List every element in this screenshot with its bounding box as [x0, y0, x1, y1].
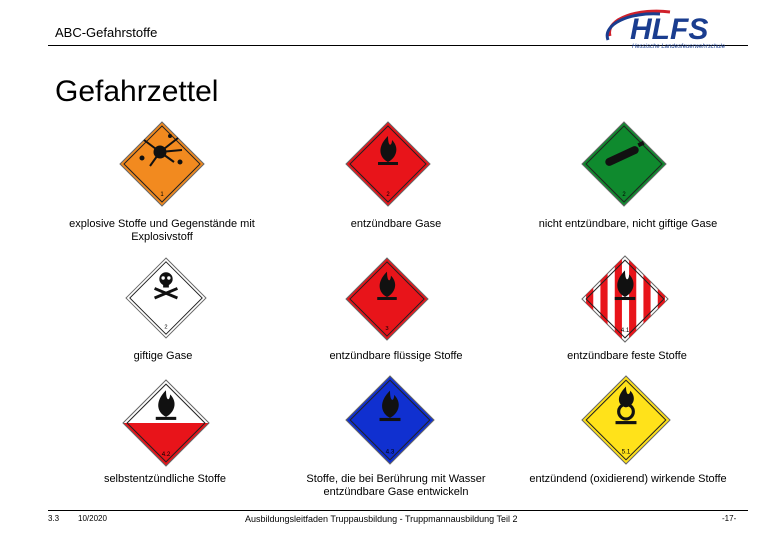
- label-caption: explosive Stoffe und Gegenstände mit Explosivstoff: [69, 218, 255, 243]
- footer-section: 3.3: [48, 514, 60, 523]
- page-title: Gefahrzettel: [55, 75, 219, 108]
- label-caption: entzündbare flüssige Stoffe: [329, 350, 463, 362]
- footer-date: 10/2020: [78, 514, 107, 523]
- label-caption: selbstentzündliche Stoffe: [103, 473, 227, 485]
- hazard-label-nonflammable-gas: [582, 122, 666, 206]
- label-caption: nicht entzündbare, nicht giftige Gase: [538, 218, 718, 230]
- class-number: 4.1: [620, 326, 630, 334]
- class-number: 4.2: [161, 450, 171, 458]
- class-number: 2: [622, 192, 626, 198]
- class-number: 3: [385, 326, 389, 333]
- hazard-label-flammable-gas: [346, 122, 430, 206]
- class-number: 2: [164, 324, 168, 331]
- logo-subtitle: Hessische Landesfeuerwehrschule: [632, 44, 726, 50]
- footer-divider: [48, 510, 748, 511]
- hlfs-logo: [600, 6, 740, 50]
- class-number: 5.1: [621, 448, 631, 456]
- label-caption: giftige Gase: [133, 350, 193, 362]
- header-title: ABC-Gefahrstoffe: [55, 25, 158, 40]
- hazard-label-flammable-liquid: [346, 258, 428, 340]
- footer-page-number: -17-: [722, 514, 737, 523]
- hazard-label-oxidizing: [582, 376, 670, 464]
- label-caption: entzündend (oxidierend) wirkende Stoffe: [529, 473, 727, 485]
- label-caption: entzündbare feste Stoffe: [567, 350, 687, 362]
- class-number: 4.3: [385, 448, 395, 456]
- label-caption: Stoffe, die bei Berührung mit Wasser entzündbare Gase entwickeln: [306, 473, 486, 498]
- hazard-label-spontaneously-combustible: [123, 380, 209, 466]
- class-number: 2: [386, 192, 390, 198]
- hazard-label-explosive: [120, 122, 204, 206]
- logo-text: HLFS: [630, 13, 709, 46]
- hazard-label-toxic-gas: [126, 258, 206, 338]
- class-number: 1: [160, 192, 164, 198]
- label-caption: entzündbare Gase: [350, 218, 442, 230]
- hazard-label-flammable-solid: [582, 256, 668, 342]
- hazard-label-dangerous-when-wet: [346, 376, 434, 464]
- footer-course: Ausbildungsleitfaden Truppausbildung - Truppmannausbildung Teil 2: [245, 514, 518, 524]
